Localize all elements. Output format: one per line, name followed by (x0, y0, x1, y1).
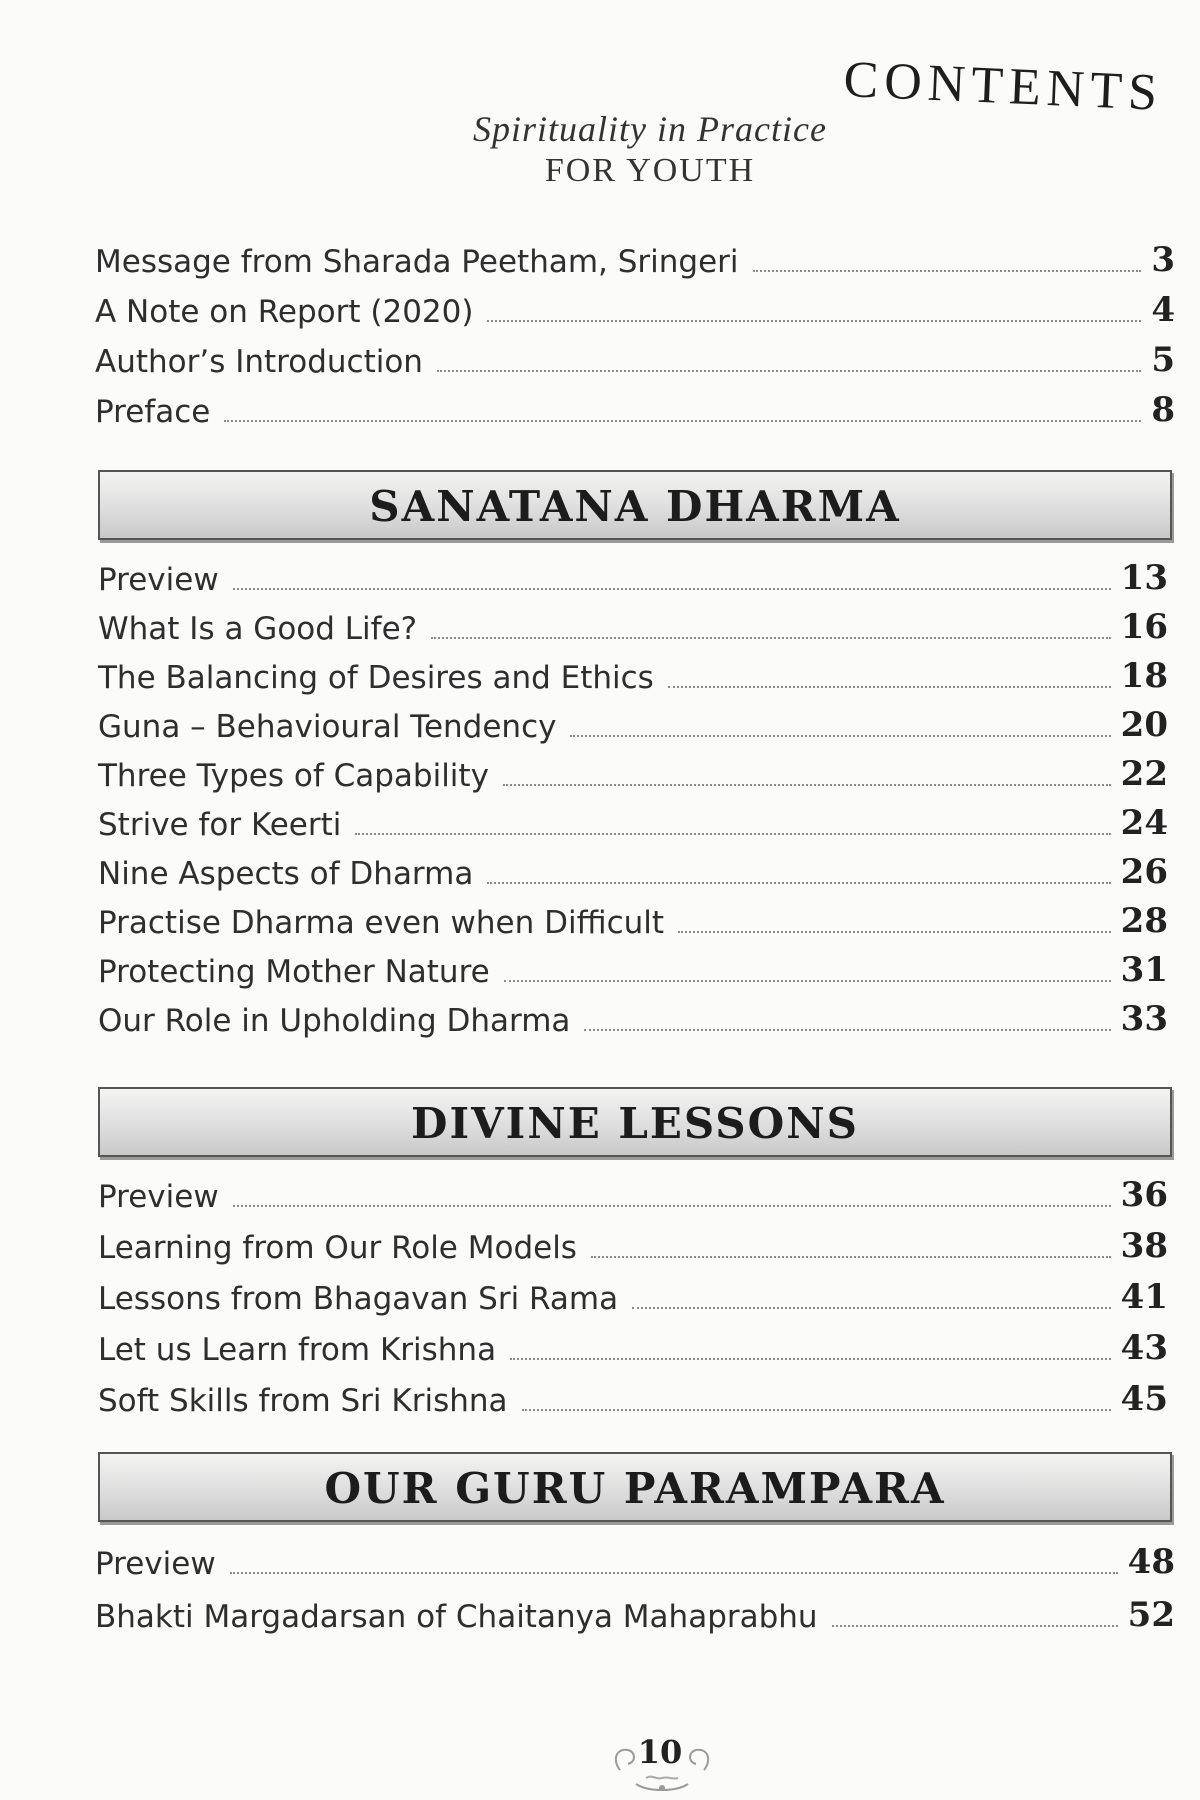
toc-entry-title: Preview (98, 1179, 219, 1215)
dot-leader (678, 930, 1111, 933)
toc-entry-title: Preview (98, 562, 219, 598)
toc-entry[interactable] (95, 1542, 1175, 1582)
page-number: 10 (637, 1733, 683, 1771)
toc-entry-page: 41 (1120, 1277, 1168, 1317)
toc-entry-page: 52 (1127, 1595, 1175, 1635)
toc-entry-title: Strive for Keerti (98, 807, 342, 843)
dot-leader (233, 1204, 1111, 1207)
toc-entry[interactable] (98, 999, 1168, 1039)
toc-entry-title: Nine Aspects of Dharma (98, 856, 474, 892)
toc-entry-page: 26 (1120, 852, 1168, 892)
dot-leader (224, 419, 1141, 422)
toc-entry-title: Learning from Our Role Models (98, 1230, 577, 1266)
toc-entry[interactable] (98, 1379, 1168, 1419)
toc-entry-page: 18 (1120, 656, 1168, 696)
toc-entry-title: Guna – Behavioural Tendency (98, 709, 557, 745)
toc-entry-title: Protecting Mother Nature (98, 954, 490, 990)
dot-leader (504, 979, 1111, 982)
section-heading-banner (98, 1452, 1172, 1522)
dot-leader (753, 269, 1142, 272)
dot-leader (584, 1028, 1110, 1031)
section-heading-banner (98, 1087, 1172, 1157)
dot-leader (591, 1255, 1111, 1258)
dot-leader (431, 636, 1111, 639)
series-title (460, 108, 840, 190)
toc-entry[interactable] (98, 705, 1168, 745)
toc-entry-page: 16 (1120, 607, 1168, 647)
section-heading: DIVINE LESSONS (411, 1099, 859, 1148)
toc-entry[interactable] (95, 390, 1175, 430)
toc-entry-title: Let us Learn from Krishna (98, 1332, 497, 1368)
toc-entry-page: 31 (1120, 950, 1168, 990)
contents-title: CONTENTS (842, 50, 1165, 122)
toc-entry-page: 45 (1120, 1379, 1168, 1419)
toc-entry-title: What Is a Good Life? (98, 611, 418, 647)
toc-entry-page: 24 (1120, 803, 1168, 843)
series-title-line1: Spirituality in Practice (473, 109, 827, 149)
toc-entry[interactable] (98, 803, 1168, 843)
toc-entry[interactable] (98, 754, 1168, 794)
series-title-line2: FOR YOUTH (544, 152, 756, 189)
toc-entry[interactable] (98, 1328, 1168, 1368)
toc-entry-page: 28 (1120, 901, 1168, 941)
toc-entry-title: A Note on Report (2020) (95, 294, 474, 330)
toc-entry-page: 3 (1151, 240, 1175, 280)
toc-entry-title: Message from Sharada Peetham, Sringeri (95, 244, 739, 280)
toc-entry-title: The Balancing of Desires and Ethics (98, 660, 654, 696)
toc-entry[interactable] (98, 1175, 1168, 1215)
toc-entry-page: 33 (1120, 999, 1168, 1039)
toc-entry-title: Preface (95, 394, 211, 430)
dot-leader (437, 369, 1141, 372)
toc-entry-page: 38 (1120, 1226, 1168, 1266)
toc-entry[interactable] (98, 950, 1168, 990)
toc-entry-title: Practise Dharma even when Difficult (98, 905, 665, 941)
toc-entry[interactable] (95, 340, 1175, 380)
toc-entry-page: 8 (1151, 390, 1175, 430)
toc-entry-title: Our Role in Upholding Dharma (98, 1003, 571, 1039)
dot-leader (522, 1408, 1111, 1411)
toc-entry-page: 36 (1120, 1175, 1168, 1215)
toc-entry-title: Three Types of Capability (98, 758, 489, 794)
toc-entry[interactable] (98, 852, 1168, 892)
dot-leader (503, 783, 1111, 786)
toc-entry-page: 43 (1120, 1328, 1168, 1368)
dot-leader (487, 881, 1110, 884)
dot-leader (233, 587, 1111, 590)
dot-leader (487, 319, 1141, 322)
toc-entry-page: 48 (1127, 1542, 1175, 1582)
toc-entry[interactable] (98, 1226, 1168, 1266)
toc-entry[interactable] (98, 901, 1168, 941)
dot-leader (355, 832, 1110, 835)
section-heading: SANATANA DHARMA (369, 482, 901, 531)
dot-leader (570, 734, 1110, 737)
toc-entry-page: 4 (1151, 290, 1175, 330)
toc-entry[interactable] (98, 656, 1168, 696)
toc-entry[interactable] (95, 290, 1175, 330)
toc-entry-page: 20 (1120, 705, 1168, 745)
dot-leader (230, 1571, 1118, 1574)
toc-entry[interactable] (95, 1595, 1175, 1635)
dot-leader (510, 1357, 1111, 1360)
toc-entry-title: Author’s Introduction (95, 344, 423, 380)
toc-entry[interactable] (95, 240, 1175, 280)
toc-entry-title: Bhakti Margadarsan of Chaitanya Mahaprabhu (95, 1599, 818, 1635)
toc-entry[interactable] (98, 1277, 1168, 1317)
toc-entry[interactable] (98, 607, 1168, 647)
dot-leader (668, 685, 1111, 688)
dot-leader (832, 1624, 1118, 1627)
toc-entry-page: 5 (1151, 340, 1175, 380)
toc-entry-page: 22 (1120, 754, 1168, 794)
toc-entry-page: 13 (1120, 558, 1168, 598)
toc-entry[interactable] (98, 558, 1168, 598)
toc-entry-title: Preview (95, 1546, 216, 1582)
section-heading: OUR GURU PARAMPARA (324, 1464, 946, 1513)
dot-leader (632, 1306, 1111, 1309)
toc-entry-title: Lessons from Bhagavan Sri Rama (98, 1281, 619, 1317)
section-heading-banner (98, 470, 1172, 540)
toc-entry-title: Soft Skills from Sri Krishna (98, 1383, 508, 1419)
